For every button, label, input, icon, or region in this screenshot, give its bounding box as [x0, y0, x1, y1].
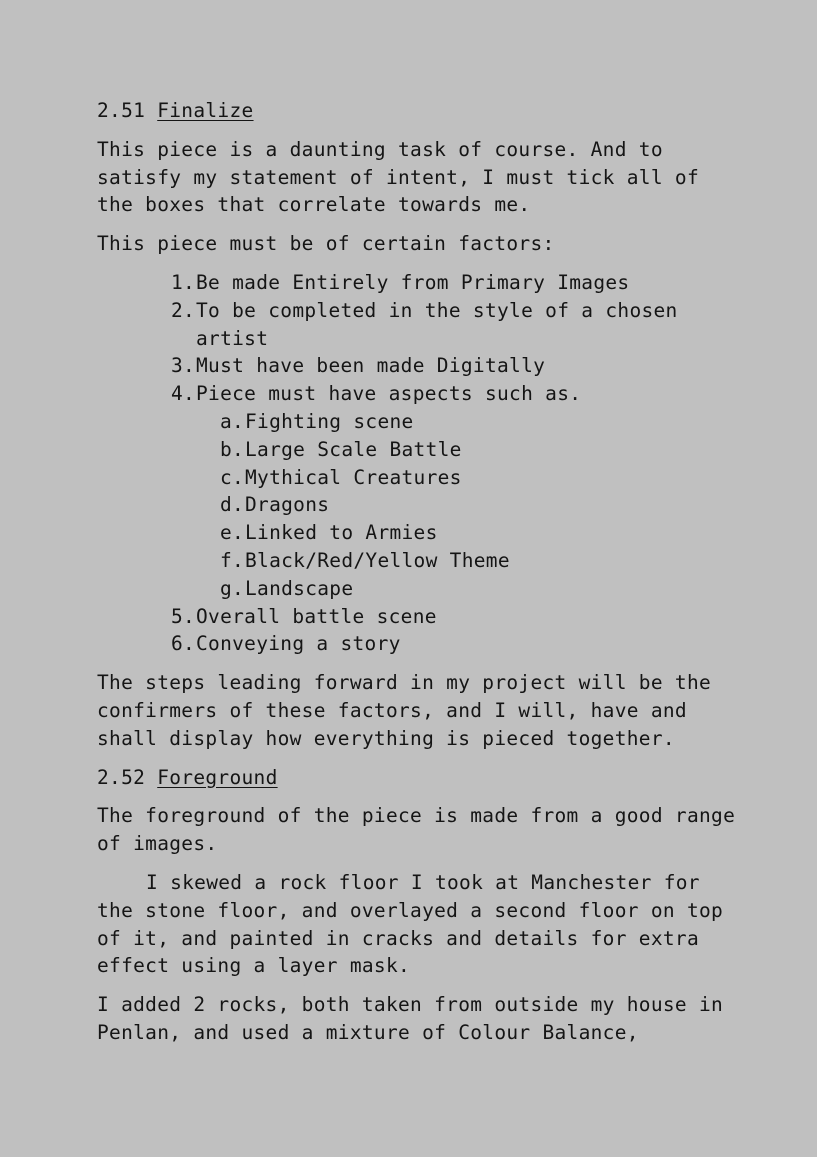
- list-marker: a.: [220, 409, 245, 433]
- paragraph-skewed: I skewed a rock floor I took at Manchester for the stone floor, and overlayed a second floor on top of it, and painted in cracks and details for extra effect using a layer mask.: [97, 870, 736, 978]
- sublist-item: [220, 436, 737, 464]
- list-item: [171, 352, 737, 380]
- list-item-text: Landscape: [245, 576, 354, 600]
- list-marker: d.: [220, 493, 245, 517]
- list-item-text: To be completed in the style of a chosen artist: [196, 298, 678, 350]
- sublist-item: [220, 408, 737, 436]
- list-marker: 6.: [171, 632, 196, 656]
- list-marker: f.: [220, 548, 245, 572]
- list-marker: e.: [220, 521, 245, 545]
- list-marker: 1.: [171, 270, 196, 294]
- sublist-item: [220, 575, 737, 603]
- aspects-sublist: [220, 408, 737, 603]
- list-item-text: Black/Red/Yellow Theme: [245, 548, 510, 572]
- list-item-text: Piece must have aspects such as.: [196, 382, 582, 406]
- paragraph-intro: This piece is a daunting task of course. And to satisfy my statement of intent, I must tick all of the boxes that correlate towards me.: [97, 137, 712, 217]
- paragraph-steps: The steps leading forward in my project will be the confirmers of these factors, and I will, have and shall display how everything is pieced together.: [97, 671, 724, 750]
- list-item-text: Overall battle scene: [196, 604, 437, 628]
- list-item-text: Linked to Armies: [245, 521, 438, 545]
- section-title: Finalize: [157, 99, 254, 122]
- list-item: [171, 269, 737, 297]
- list-item-text: Be made Entirely from Primary Images: [196, 270, 630, 294]
- sublist-item: [220, 491, 737, 519]
- section-number: 2.52: [97, 765, 146, 789]
- section-number: 2.51: [97, 99, 146, 122]
- list-item: [171, 630, 737, 658]
- list-marker: 2.: [171, 298, 196, 322]
- list-marker: c.: [220, 465, 245, 489]
- list-item-text: Dragons: [245, 493, 330, 517]
- list-marker: b.: [220, 437, 245, 461]
- sublist-item: [220, 519, 737, 547]
- factors-list: [171, 269, 737, 658]
- paragraph-foreground: The foreground of the piece is made from a good range of images.: [97, 804, 748, 856]
- list-item: [171, 603, 737, 631]
- list-marker: g.: [220, 576, 245, 600]
- paragraph-rocks: I added 2 rocks, both taken from outside my house in Penlan, and used a mixture of Colour Balance,: [97, 993, 736, 1044]
- list-item-text: Fighting scene: [245, 409, 414, 433]
- list-item-text: Large Scale Battle: [245, 437, 462, 461]
- sublist-item: [220, 464, 737, 492]
- sublist-item: [220, 547, 737, 575]
- document-page: [97, 97, 748, 1058]
- list-item: [171, 380, 737, 602]
- paragraph-factors: This piece must be of certain factors:: [97, 232, 555, 256]
- list-item: [171, 297, 737, 353]
- list-item-text: Must have been made Digitally: [196, 354, 546, 378]
- section-title: Foreground: [157, 765, 278, 789]
- list-item-text: Mythical Creatures: [245, 465, 462, 489]
- list-marker: 5.: [171, 604, 196, 628]
- section-heading-foreground: [97, 764, 737, 792]
- list-item-text: Conveying a story: [196, 632, 401, 656]
- list-marker: 3.: [171, 354, 196, 378]
- list-marker: 4.: [171, 382, 196, 406]
- section-heading-finalize: [97, 97, 737, 125]
